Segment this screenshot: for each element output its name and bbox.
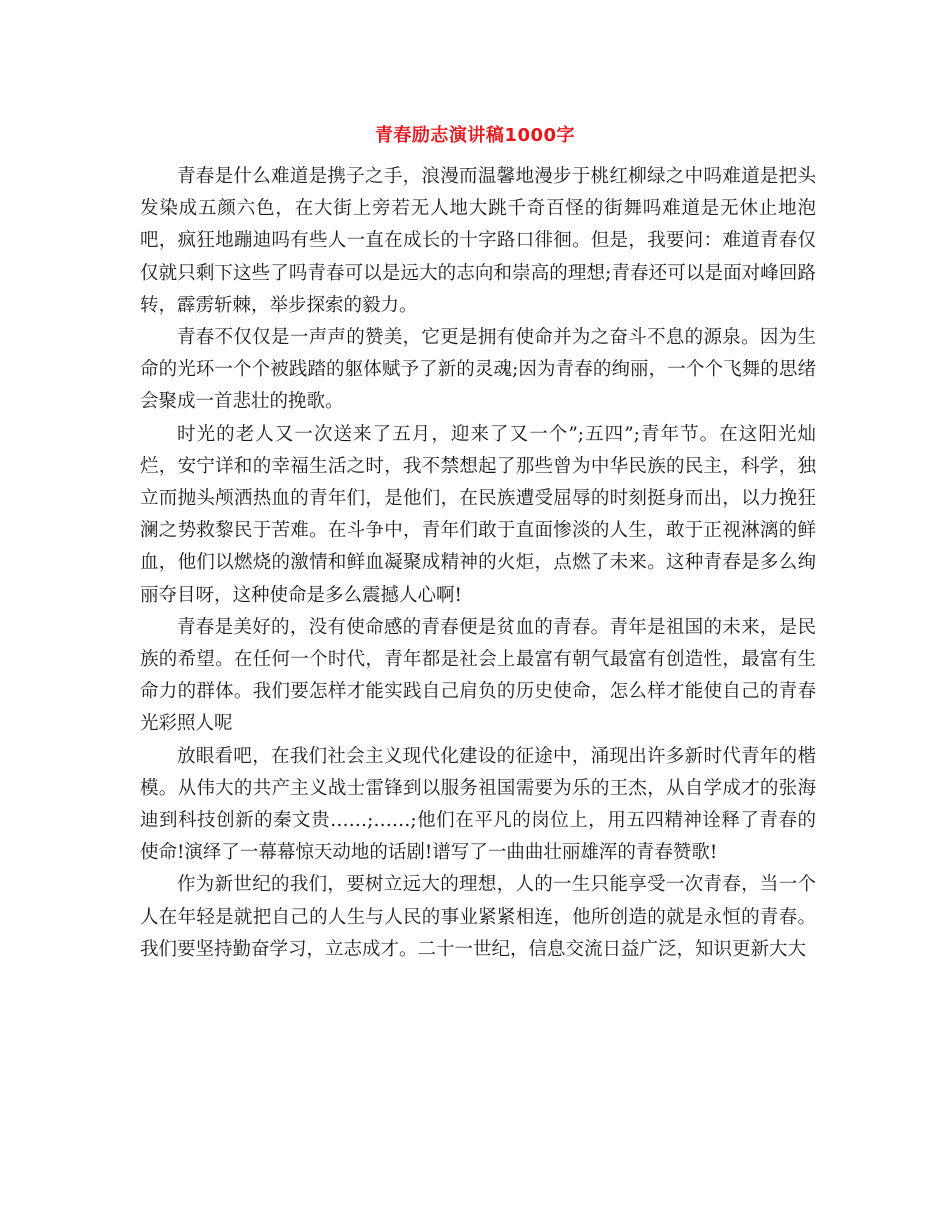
document-body: [140, 161, 816, 966]
paragraph: 青春是美好的，没有使命感的青春便是贫血的青春。青年是祖国的未来，是民族的希望。在任何一个时代，青年都是社会上最富有朝气最富有创造性，最富有生命力的群体。我们要怎样才能实践自己肩负的历史使命，怎么样才能使自己的青春光彩照人呢: [140, 616, 816, 735]
paragraph: 时光的老人又一次送来了五月，迎来了又一个”;五四”;青年节。在这阳光灿烂，安宁详和的幸福生活之时，我不禁想起了那些曾为中华民族的民主，科学，独立而抛头颅洒热血的青年们，是他们，在民族遭受屈辱的时刻挺身而出，以力挽狂澜之势救黎民于苦难。在斗争中，青年们敢于直面惨淡的人生，敢于正视淋漓的鲜血，他们以燃烧的激情和鲜血凝聚成精神的火炬，点燃了未来。这种青春是多么绚丽夺目呀，这种使命是多么震撼人心啊!: [140, 423, 816, 606]
paragraph: 青春是什么难道是携子之手，浪漫而温馨地漫步于桃红柳绿之中吗难道是把头发染成五颜六色，在大街上旁若无人地大跳千奇百怪的街舞吗难道是无休止地泡吧，疯狂地蹦迪吗有些人一直在成长的十字路口徘徊。但是，我要问：难道青春仅仅就只剩下这些了吗青春可以是远大的志向和崇高的理想;青春还可以是面对峰回路转，霹雳斩棘，举步探索的毅力。: [140, 166, 816, 316]
document-title: 青春励志演讲稿1000字: [374, 125, 576, 146]
paragraph: 作为新世纪的我们，要树立远大的理想，人的一生只能享受一次青春，当一个人在年轻是就把自己的人生与人民的事业紧紧相连，他所创造的就是永恒的青春。我们要坚持勤奋学习，立志成才。二十一世纪，信息交流日益广泛，知识更新大大: [140, 874, 816, 960]
paragraph: 青春不仅仅是一声声的赞美，它更是拥有使命并为之奋斗不息的源泉。因为生命的光环一个个被践踏的躯体赋予了新的灵魂;因为青春的绚丽，一个个飞舞的思绪会聚成一首悲壮的挽歌。: [140, 327, 816, 413]
paragraph: 放眼看吧，在我们社会主义现代化建设的征途中，涌现出许多新时代青年的楷模。从伟大的共产主义战士雷锋到以服务祖国需要为乐的王杰，从自学成才的张海迪到科技创新的秦文贵……;……;他们在平凡的岗位上，用五四精神诠释了青春的使命!演绎了一幕幕惊天动地的话剧!谱写了一曲曲壮丽雄浑的青春赞歌!: [140, 745, 816, 864]
